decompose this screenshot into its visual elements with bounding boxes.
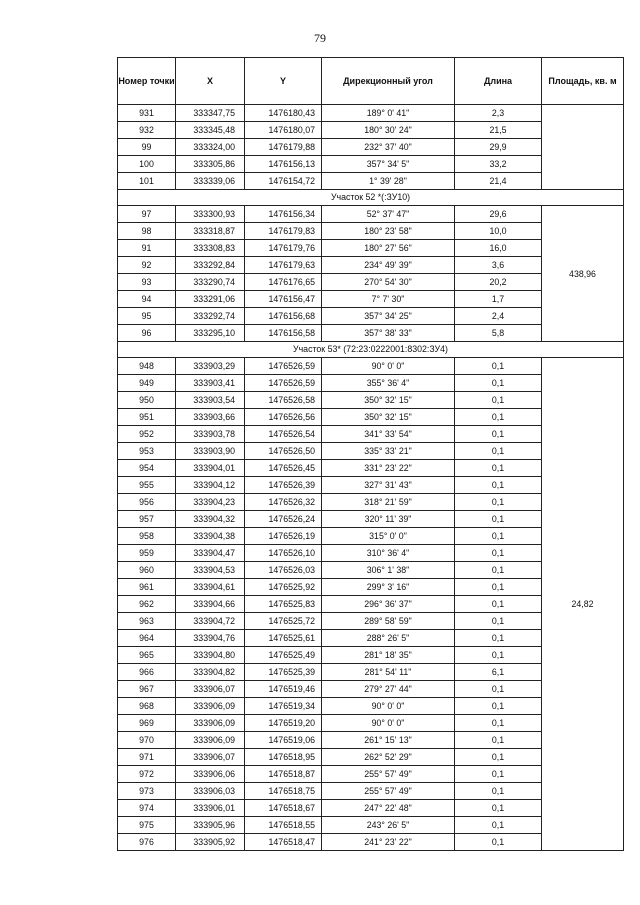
length-cell: 2,4 bbox=[455, 308, 542, 325]
point-number-cell: 91 bbox=[118, 240, 176, 257]
x-cell: 333906,06 bbox=[176, 766, 245, 783]
x-cell: 333903,29 bbox=[176, 358, 245, 375]
x-cell: 333904,01 bbox=[176, 460, 245, 477]
x-cell: 333347,75 bbox=[176, 105, 245, 122]
direction-angle-cell: 357° 38' 33" bbox=[322, 325, 455, 342]
section-title: Участок 52 *(:ЗУ10) bbox=[118, 190, 624, 206]
direction-angle-cell: 189° 0' 41" bbox=[322, 105, 455, 122]
point-number-cell: 96 bbox=[118, 325, 176, 342]
direction-angle-cell: 279° 27' 44" bbox=[322, 681, 455, 698]
table-body bbox=[118, 105, 624, 851]
length-cell: 0,1 bbox=[455, 477, 542, 494]
length-cell: 21,5 bbox=[455, 122, 542, 139]
x-cell: 333906,09 bbox=[176, 715, 245, 732]
length-cell: 0,1 bbox=[455, 783, 542, 800]
length-cell: 0,1 bbox=[455, 596, 542, 613]
y-cell: 1476526,03 bbox=[245, 562, 322, 579]
x-cell: 333904,82 bbox=[176, 664, 245, 681]
length-cell: 29,9 bbox=[455, 139, 542, 156]
length-cell: 0,1 bbox=[455, 579, 542, 596]
y-cell: 1476518,95 bbox=[245, 749, 322, 766]
length-cell: 5,8 bbox=[455, 325, 542, 342]
point-number-cell: 968 bbox=[118, 698, 176, 715]
length-cell: 0,1 bbox=[455, 443, 542, 460]
x-cell: 333300,93 bbox=[176, 206, 245, 223]
length-cell: 6,1 bbox=[455, 664, 542, 681]
y-cell: 1476518,55 bbox=[245, 817, 322, 834]
x-cell: 333906,01 bbox=[176, 800, 245, 817]
x-cell: 333903,66 bbox=[176, 409, 245, 426]
x-cell: 333906,03 bbox=[176, 783, 245, 800]
length-cell: 0,1 bbox=[455, 494, 542, 511]
length-cell: 0,1 bbox=[455, 545, 542, 562]
x-cell: 333905,92 bbox=[176, 834, 245, 851]
y-cell: 1476518,75 bbox=[245, 783, 322, 800]
table-row bbox=[118, 206, 624, 223]
direction-angle-cell: 262° 52' 29" bbox=[322, 749, 455, 766]
direction-angle-cell: 315° 0' 0" bbox=[322, 528, 455, 545]
point-number-cell: 100 bbox=[118, 156, 176, 173]
direction-angle-cell: 180° 23' 58" bbox=[322, 223, 455, 240]
y-cell: 1476156,34 bbox=[245, 206, 322, 223]
y-cell: 1476179,63 bbox=[245, 257, 322, 274]
x-cell: 333904,53 bbox=[176, 562, 245, 579]
x-cell: 333904,32 bbox=[176, 511, 245, 528]
point-number-cell: 951 bbox=[118, 409, 176, 426]
point-number-cell: 948 bbox=[118, 358, 176, 375]
direction-angle-cell: 1° 39' 28" bbox=[322, 173, 455, 190]
direction-angle-cell: 320° 11' 39" bbox=[322, 511, 455, 528]
x-cell: 333318,87 bbox=[176, 223, 245, 240]
direction-angle-cell: 255° 57' 49" bbox=[322, 766, 455, 783]
header-direction-angle: Дирекционный угол bbox=[322, 58, 455, 105]
x-cell: 333906,07 bbox=[176, 749, 245, 766]
direction-angle-cell: 331° 23' 22" bbox=[322, 460, 455, 477]
x-cell: 333324,00 bbox=[176, 139, 245, 156]
point-number-cell: 974 bbox=[118, 800, 176, 817]
section-title: Участок 53* (72:23:0222001:8302:ЗУ4) bbox=[118, 342, 624, 358]
x-cell: 333904,76 bbox=[176, 630, 245, 647]
direction-angle-cell: 180° 30' 24" bbox=[322, 122, 455, 139]
direction-angle-cell: 281° 18' 35" bbox=[322, 647, 455, 664]
y-cell: 1476156,68 bbox=[245, 308, 322, 325]
x-cell: 333904,61 bbox=[176, 579, 245, 596]
direction-angle-cell: 241° 23' 22" bbox=[322, 834, 455, 851]
length-cell: 0,1 bbox=[455, 732, 542, 749]
direction-angle-cell: 281° 54' 11" bbox=[322, 664, 455, 681]
y-cell: 1476526,54 bbox=[245, 426, 322, 443]
length-cell: 0,1 bbox=[455, 392, 542, 409]
direction-angle-cell: 243° 26' 5" bbox=[322, 817, 455, 834]
x-cell: 333339,06 bbox=[176, 173, 245, 190]
x-cell: 333903,90 bbox=[176, 443, 245, 460]
direction-angle-cell: 357° 34' 25" bbox=[322, 308, 455, 325]
point-number-cell: 101 bbox=[118, 173, 176, 190]
y-cell: 1476179,76 bbox=[245, 240, 322, 257]
header-point-number: Номер точки bbox=[118, 58, 176, 105]
y-cell: 1476156,13 bbox=[245, 156, 322, 173]
direction-angle-cell: 247° 22' 48" bbox=[322, 800, 455, 817]
point-number-cell: 972 bbox=[118, 766, 176, 783]
y-cell: 1476525,72 bbox=[245, 613, 322, 630]
length-cell: 2,3 bbox=[455, 105, 542, 122]
direction-angle-cell: 306° 1' 38" bbox=[322, 562, 455, 579]
point-number-cell: 964 bbox=[118, 630, 176, 647]
length-cell: 0,1 bbox=[455, 630, 542, 647]
point-number-cell: 99 bbox=[118, 139, 176, 156]
y-cell: 1476156,47 bbox=[245, 291, 322, 308]
length-cell: 0,1 bbox=[455, 460, 542, 477]
x-cell: 333904,80 bbox=[176, 647, 245, 664]
direction-angle-cell: 310° 36' 4" bbox=[322, 545, 455, 562]
direction-angle-cell: 234° 49' 39" bbox=[322, 257, 455, 274]
direction-angle-cell: 180° 27' 56" bbox=[322, 240, 455, 257]
length-cell: 0,1 bbox=[455, 715, 542, 732]
direction-angle-cell: 232° 37' 40" bbox=[322, 139, 455, 156]
length-cell: 0,1 bbox=[455, 834, 542, 851]
section-title-row bbox=[118, 190, 624, 206]
point-number-cell: 954 bbox=[118, 460, 176, 477]
page-number: 79 bbox=[314, 31, 326, 45]
x-cell: 333904,38 bbox=[176, 528, 245, 545]
y-cell: 1476526,32 bbox=[245, 494, 322, 511]
length-cell: 3,6 bbox=[455, 257, 542, 274]
table-row bbox=[118, 105, 624, 122]
length-cell: 0,1 bbox=[455, 562, 542, 579]
length-cell: 33,2 bbox=[455, 156, 542, 173]
direction-angle-cell: 299° 3' 16" bbox=[322, 579, 455, 596]
direction-angle-cell: 7° 7' 30" bbox=[322, 291, 455, 308]
length-cell: 0,1 bbox=[455, 358, 542, 375]
x-cell: 333906,09 bbox=[176, 732, 245, 749]
y-cell: 1476525,61 bbox=[245, 630, 322, 647]
x-cell: 333345,48 bbox=[176, 122, 245, 139]
point-number-cell: 969 bbox=[118, 715, 176, 732]
x-cell: 333903,78 bbox=[176, 426, 245, 443]
direction-angle-cell: 296° 36' 37" bbox=[322, 596, 455, 613]
section-title-row bbox=[118, 342, 624, 358]
length-cell: 0,1 bbox=[455, 426, 542, 443]
point-number-cell: 970 bbox=[118, 732, 176, 749]
y-cell: 1476526,24 bbox=[245, 511, 322, 528]
direction-angle-cell: 289° 58' 59" bbox=[322, 613, 455, 630]
y-cell: 1476519,20 bbox=[245, 715, 322, 732]
y-cell: 1476518,47 bbox=[245, 834, 322, 851]
y-cell: 1476519,46 bbox=[245, 681, 322, 698]
point-number-cell: 956 bbox=[118, 494, 176, 511]
y-cell: 1476526,19 bbox=[245, 528, 322, 545]
x-cell: 333904,23 bbox=[176, 494, 245, 511]
direction-angle-cell: 255° 57' 49" bbox=[322, 783, 455, 800]
y-cell: 1476156,58 bbox=[245, 325, 322, 342]
direction-angle-cell: 341° 33' 54" bbox=[322, 426, 455, 443]
direction-angle-cell: 335° 33' 21" bbox=[322, 443, 455, 460]
point-number-cell: 973 bbox=[118, 783, 176, 800]
length-cell: 1,7 bbox=[455, 291, 542, 308]
y-cell: 1476525,83 bbox=[245, 596, 322, 613]
y-cell: 1476179,83 bbox=[245, 223, 322, 240]
point-number-cell: 957 bbox=[118, 511, 176, 528]
y-cell: 1476519,06 bbox=[245, 732, 322, 749]
point-number-cell: 955 bbox=[118, 477, 176, 494]
point-number-cell: 963 bbox=[118, 613, 176, 630]
y-cell: 1476526,45 bbox=[245, 460, 322, 477]
y-cell: 1476525,39 bbox=[245, 664, 322, 681]
point-number-cell: 953 bbox=[118, 443, 176, 460]
y-cell: 1476526,39 bbox=[245, 477, 322, 494]
direction-angle-cell: 270° 54' 30" bbox=[322, 274, 455, 291]
header-x: X bbox=[176, 58, 245, 105]
point-number-cell: 971 bbox=[118, 749, 176, 766]
point-number-cell: 976 bbox=[118, 834, 176, 851]
point-number-cell: 92 bbox=[118, 257, 176, 274]
point-number-cell: 94 bbox=[118, 291, 176, 308]
point-number-cell: 950 bbox=[118, 392, 176, 409]
point-number-cell: 966 bbox=[118, 664, 176, 681]
y-cell: 1476176,65 bbox=[245, 274, 322, 291]
y-cell: 1476526,58 bbox=[245, 392, 322, 409]
length-cell: 0,1 bbox=[455, 511, 542, 528]
x-cell: 333292,74 bbox=[176, 308, 245, 325]
length-cell: 0,1 bbox=[455, 800, 542, 817]
length-cell: 0,1 bbox=[455, 766, 542, 783]
x-cell: 333292,84 bbox=[176, 257, 245, 274]
table-header-row bbox=[118, 58, 624, 105]
x-cell: 333903,54 bbox=[176, 392, 245, 409]
x-cell: 333904,66 bbox=[176, 596, 245, 613]
x-cell: 333904,47 bbox=[176, 545, 245, 562]
point-number-cell: 965 bbox=[118, 647, 176, 664]
x-cell: 333305,86 bbox=[176, 156, 245, 173]
point-number-cell: 97 bbox=[118, 206, 176, 223]
x-cell: 333904,72 bbox=[176, 613, 245, 630]
coordinates-table bbox=[117, 57, 624, 851]
x-cell: 333903,41 bbox=[176, 375, 245, 392]
y-cell: 1476525,92 bbox=[245, 579, 322, 596]
point-number-cell: 975 bbox=[118, 817, 176, 834]
point-number-cell: 932 bbox=[118, 122, 176, 139]
area-cell: 24,82 bbox=[542, 358, 624, 851]
x-cell: 333290,74 bbox=[176, 274, 245, 291]
length-cell: 0,1 bbox=[455, 375, 542, 392]
header-area: Площадь, кв. м bbox=[542, 58, 624, 105]
header-length: Длина bbox=[455, 58, 542, 105]
point-number-cell: 959 bbox=[118, 545, 176, 562]
direction-angle-cell: 90° 0' 0" bbox=[322, 698, 455, 715]
point-number-cell: 949 bbox=[118, 375, 176, 392]
x-cell: 333906,07 bbox=[176, 681, 245, 698]
x-cell: 333905,96 bbox=[176, 817, 245, 834]
point-number-cell: 952 bbox=[118, 426, 176, 443]
y-cell: 1476525,49 bbox=[245, 647, 322, 664]
direction-angle-cell: 357° 34' 5" bbox=[322, 156, 455, 173]
direction-angle-cell: 355° 36' 4" bbox=[322, 375, 455, 392]
direction-angle-cell: 261° 15' 13" bbox=[322, 732, 455, 749]
direction-angle-cell: 90° 0' 0" bbox=[322, 715, 455, 732]
length-cell: 0,1 bbox=[455, 817, 542, 834]
y-cell: 1476180,43 bbox=[245, 105, 322, 122]
length-cell: 21,4 bbox=[455, 173, 542, 190]
y-cell: 1476526,56 bbox=[245, 409, 322, 426]
direction-angle-cell: 318° 21' 59" bbox=[322, 494, 455, 511]
area-cell: 438,96 bbox=[542, 206, 624, 342]
length-cell: 20,2 bbox=[455, 274, 542, 291]
table-row bbox=[118, 358, 624, 375]
x-cell: 333906,09 bbox=[176, 698, 245, 715]
length-cell: 0,1 bbox=[455, 698, 542, 715]
y-cell: 1476526,50 bbox=[245, 443, 322, 460]
x-cell: 333291,06 bbox=[176, 291, 245, 308]
y-cell: 1476154,72 bbox=[245, 173, 322, 190]
direction-angle-cell: 350° 32' 15" bbox=[322, 392, 455, 409]
length-cell: 0,1 bbox=[455, 647, 542, 664]
y-cell: 1476526,59 bbox=[245, 375, 322, 392]
point-number-cell: 960 bbox=[118, 562, 176, 579]
length-cell: 29,6 bbox=[455, 206, 542, 223]
length-cell: 16,0 bbox=[455, 240, 542, 257]
length-cell: 0,1 bbox=[455, 613, 542, 630]
point-number-cell: 93 bbox=[118, 274, 176, 291]
length-cell: 0,1 bbox=[455, 749, 542, 766]
x-cell: 333308,83 bbox=[176, 240, 245, 257]
header-y: Y bbox=[245, 58, 322, 105]
point-number-cell: 962 bbox=[118, 596, 176, 613]
point-number-cell: 967 bbox=[118, 681, 176, 698]
y-cell: 1476518,67 bbox=[245, 800, 322, 817]
y-cell: 1476526,59 bbox=[245, 358, 322, 375]
point-number-cell: 931 bbox=[118, 105, 176, 122]
point-number-cell: 95 bbox=[118, 308, 176, 325]
y-cell: 1476526,10 bbox=[245, 545, 322, 562]
length-cell: 0,1 bbox=[455, 409, 542, 426]
length-cell: 10,0 bbox=[455, 223, 542, 240]
y-cell: 1476518,87 bbox=[245, 766, 322, 783]
direction-angle-cell: 90° 0' 0" bbox=[322, 358, 455, 375]
area-cell bbox=[542, 105, 624, 190]
direction-angle-cell: 350° 32' 15" bbox=[322, 409, 455, 426]
length-cell: 0,1 bbox=[455, 681, 542, 698]
y-cell: 1476179,88 bbox=[245, 139, 322, 156]
point-number-cell: 961 bbox=[118, 579, 176, 596]
y-cell: 1476519,34 bbox=[245, 698, 322, 715]
direction-angle-cell: 52° 37' 47" bbox=[322, 206, 455, 223]
x-cell: 333295,10 bbox=[176, 325, 245, 342]
point-number-cell: 958 bbox=[118, 528, 176, 545]
direction-angle-cell: 288° 26' 5" bbox=[322, 630, 455, 647]
length-cell: 0,1 bbox=[455, 528, 542, 545]
x-cell: 333904,12 bbox=[176, 477, 245, 494]
y-cell: 1476180,07 bbox=[245, 122, 322, 139]
point-number-cell: 98 bbox=[118, 223, 176, 240]
direction-angle-cell: 327° 31' 43" bbox=[322, 477, 455, 494]
